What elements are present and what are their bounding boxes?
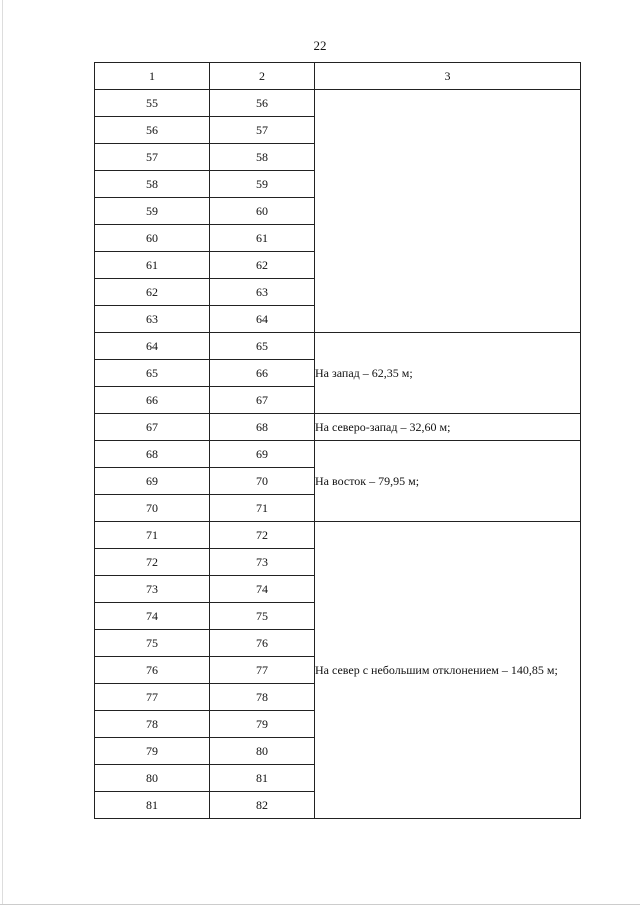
point-to-cell: 69 (210, 441, 315, 468)
direction-description-cell (315, 90, 581, 333)
point-to-cell: 68 (210, 414, 315, 441)
point-from-cell: 81 (95, 792, 210, 819)
point-to-cell: 82 (210, 792, 315, 819)
point-from-cell: 71 (95, 522, 210, 549)
point-from-cell: 78 (95, 711, 210, 738)
direction-description-cell: На север с небольшим отклонением – 140,85 м; (315, 522, 581, 819)
header-col-1: 1 (95, 63, 210, 90)
point-to-cell: 56 (210, 90, 315, 117)
scan-edge-left (2, 0, 3, 905)
point-from-cell: 68 (95, 441, 210, 468)
page-number: 22 (313, 38, 327, 53)
point-to-cell: 75 (210, 603, 315, 630)
point-to-cell: 77 (210, 657, 315, 684)
point-from-cell: 63 (95, 306, 210, 333)
point-to-cell: 60 (210, 198, 315, 225)
point-from-cell: 64 (95, 333, 210, 360)
point-to-cell: 76 (210, 630, 315, 657)
point-from-cell: 60 (95, 225, 210, 252)
point-to-cell: 58 (210, 144, 315, 171)
point-to-cell: 81 (210, 765, 315, 792)
point-from-cell: 55 (95, 90, 210, 117)
point-to-cell: 72 (210, 522, 315, 549)
point-to-cell: 63 (210, 279, 315, 306)
point-to-cell: 79 (210, 711, 315, 738)
direction-description-cell: На северо-запад – 32,60 м; (315, 414, 581, 441)
point-to-cell: 66 (210, 360, 315, 387)
point-to-cell: 74 (210, 576, 315, 603)
point-to-cell: 64 (210, 306, 315, 333)
point-from-cell: 76 (95, 657, 210, 684)
direction-description-cell: На восток – 79,95 м; (315, 441, 581, 522)
header-col-3: 3 (315, 63, 581, 90)
table-row (95, 414, 581, 441)
header-col-2: 2 (210, 63, 315, 90)
point-to-cell: 80 (210, 738, 315, 765)
point-to-cell: 59 (210, 171, 315, 198)
table-header-row (95, 63, 581, 90)
point-to-cell: 73 (210, 549, 315, 576)
point-to-cell: 57 (210, 117, 315, 144)
point-from-cell: 67 (95, 414, 210, 441)
boundary-table (94, 62, 581, 819)
point-from-cell: 58 (95, 171, 210, 198)
point-from-cell: 69 (95, 468, 210, 495)
point-from-cell: 79 (95, 738, 210, 765)
point-from-cell: 74 (95, 603, 210, 630)
point-from-cell: 80 (95, 765, 210, 792)
point-from-cell: 56 (95, 117, 210, 144)
point-from-cell: 62 (95, 279, 210, 306)
point-from-cell: 70 (95, 495, 210, 522)
table-body (95, 90, 581, 819)
table-row (95, 522, 581, 549)
point-to-cell: 61 (210, 225, 315, 252)
point-from-cell: 57 (95, 144, 210, 171)
point-to-cell: 62 (210, 252, 315, 279)
point-to-cell: 65 (210, 333, 315, 360)
point-to-cell: 70 (210, 468, 315, 495)
point-from-cell: 72 (95, 549, 210, 576)
point-from-cell: 59 (95, 198, 210, 225)
point-to-cell: 78 (210, 684, 315, 711)
point-from-cell: 73 (95, 576, 210, 603)
table-row (95, 333, 581, 360)
point-from-cell: 66 (95, 387, 210, 414)
point-from-cell: 75 (95, 630, 210, 657)
table-row (95, 90, 581, 117)
point-from-cell: 77 (95, 684, 210, 711)
table-row (95, 441, 581, 468)
point-from-cell: 65 (95, 360, 210, 387)
point-to-cell: 71 (210, 495, 315, 522)
point-to-cell: 67 (210, 387, 315, 414)
direction-description-cell: На запад – 62,35 м; (315, 333, 581, 414)
point-from-cell: 61 (95, 252, 210, 279)
